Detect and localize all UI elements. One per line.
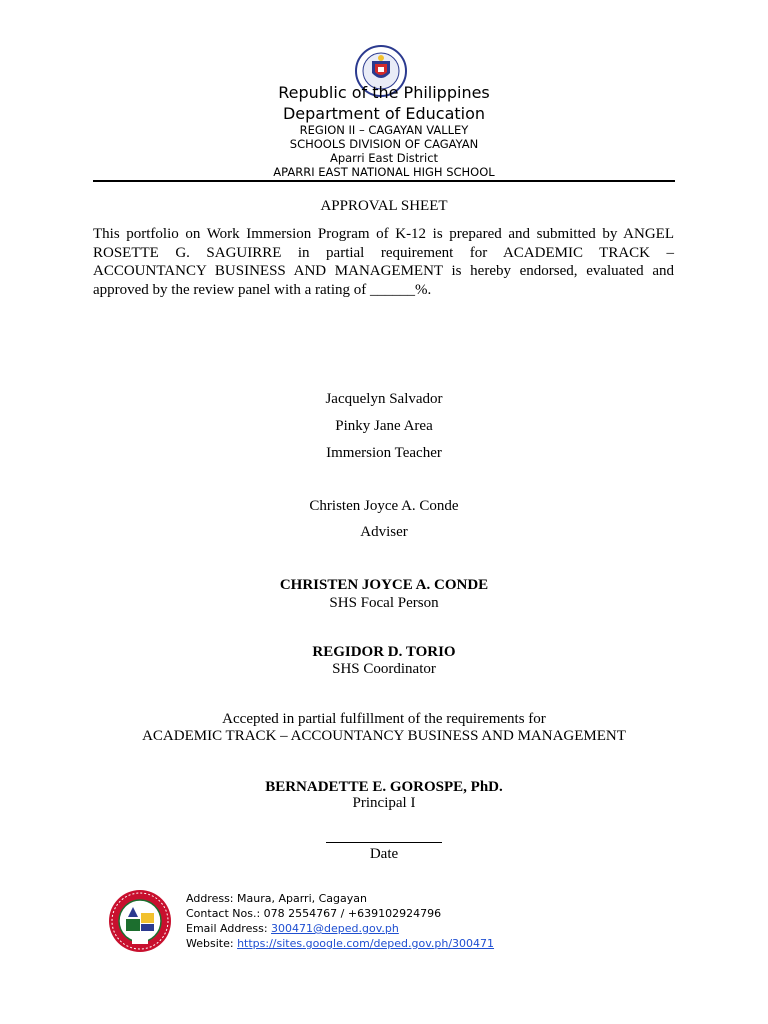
header-district: Aparri East District xyxy=(329,151,439,165)
header-region: REGION II – CAGAYAN VALLEY xyxy=(299,123,469,137)
teacher-name-2: Pinky Jane Area xyxy=(335,418,433,434)
date-label: Date xyxy=(369,846,399,862)
principal-name: BERNADETTE E. GOROSPE, PhD. xyxy=(265,779,503,795)
footer-contact-block xyxy=(186,891,494,951)
header-republic: Republic of the Philippines xyxy=(278,83,490,102)
footer-email-link[interactable]: 300471@deped.gov.ph xyxy=(271,922,399,935)
footer-email-label: Email Address: xyxy=(186,922,272,935)
header-department: Department of Education xyxy=(282,104,486,123)
date-signature-line xyxy=(326,842,442,843)
header-divider xyxy=(93,180,675,182)
adviser-name: Christen Joyce A. Conde xyxy=(309,498,459,514)
adviser-role: Adviser xyxy=(360,524,408,540)
header-division: SCHOOLS DIVISION OF CAGAYAN xyxy=(289,137,479,151)
footer-email-row xyxy=(186,921,494,936)
principal-role: Principal I xyxy=(352,795,416,811)
footer-address: Address: Maura, Aparri, Cagayan xyxy=(186,892,367,905)
teacher-name-1: Jacquelyn Salvador xyxy=(325,391,443,407)
footer-website-label: Website: xyxy=(186,937,238,950)
approval-body-text: This portfolio on Work Immersion Program of K-12 is prepared and submitted by ANGEL ROSETTE G. SAGUIRRE in partial requirement for ACADEMIC TRACK – ACCOUNTANCY BUSINESS AND MANAGEMENT is hereby endorsed, evaluated and approved by the review panel with a rating of ______%. xyxy=(93,226,674,298)
acceptance-line-1: Accepted in partial fulfillment of the requirements for xyxy=(222,711,546,727)
school-logo xyxy=(106,889,174,953)
footer-contact: Contact Nos.: 078 2554767 / +639102924796 xyxy=(186,907,442,920)
focal-person-role: SHS Focal Person xyxy=(329,595,439,611)
footer-website-link[interactable]: https://sites.google.com/deped.gov.ph/300471 xyxy=(237,937,495,950)
coordinator-role: SHS Coordinator xyxy=(332,661,436,677)
header-school: APARRI EAST NATIONAL HIGH SCHOOL xyxy=(273,165,495,179)
page-title: APPROVAL SHEET xyxy=(320,198,448,214)
acceptance-line-2: ACADEMIC TRACK – ACCOUNTANCY BUSINESS AND MANAGEMENT xyxy=(142,728,626,744)
focal-person-name: CHRISTEN JOYCE A. CONDE xyxy=(279,577,489,593)
footer-website-row xyxy=(186,936,494,951)
teacher-role: Immersion Teacher xyxy=(326,445,442,461)
coordinator-name: REGIDOR D. TORIO xyxy=(312,644,456,660)
